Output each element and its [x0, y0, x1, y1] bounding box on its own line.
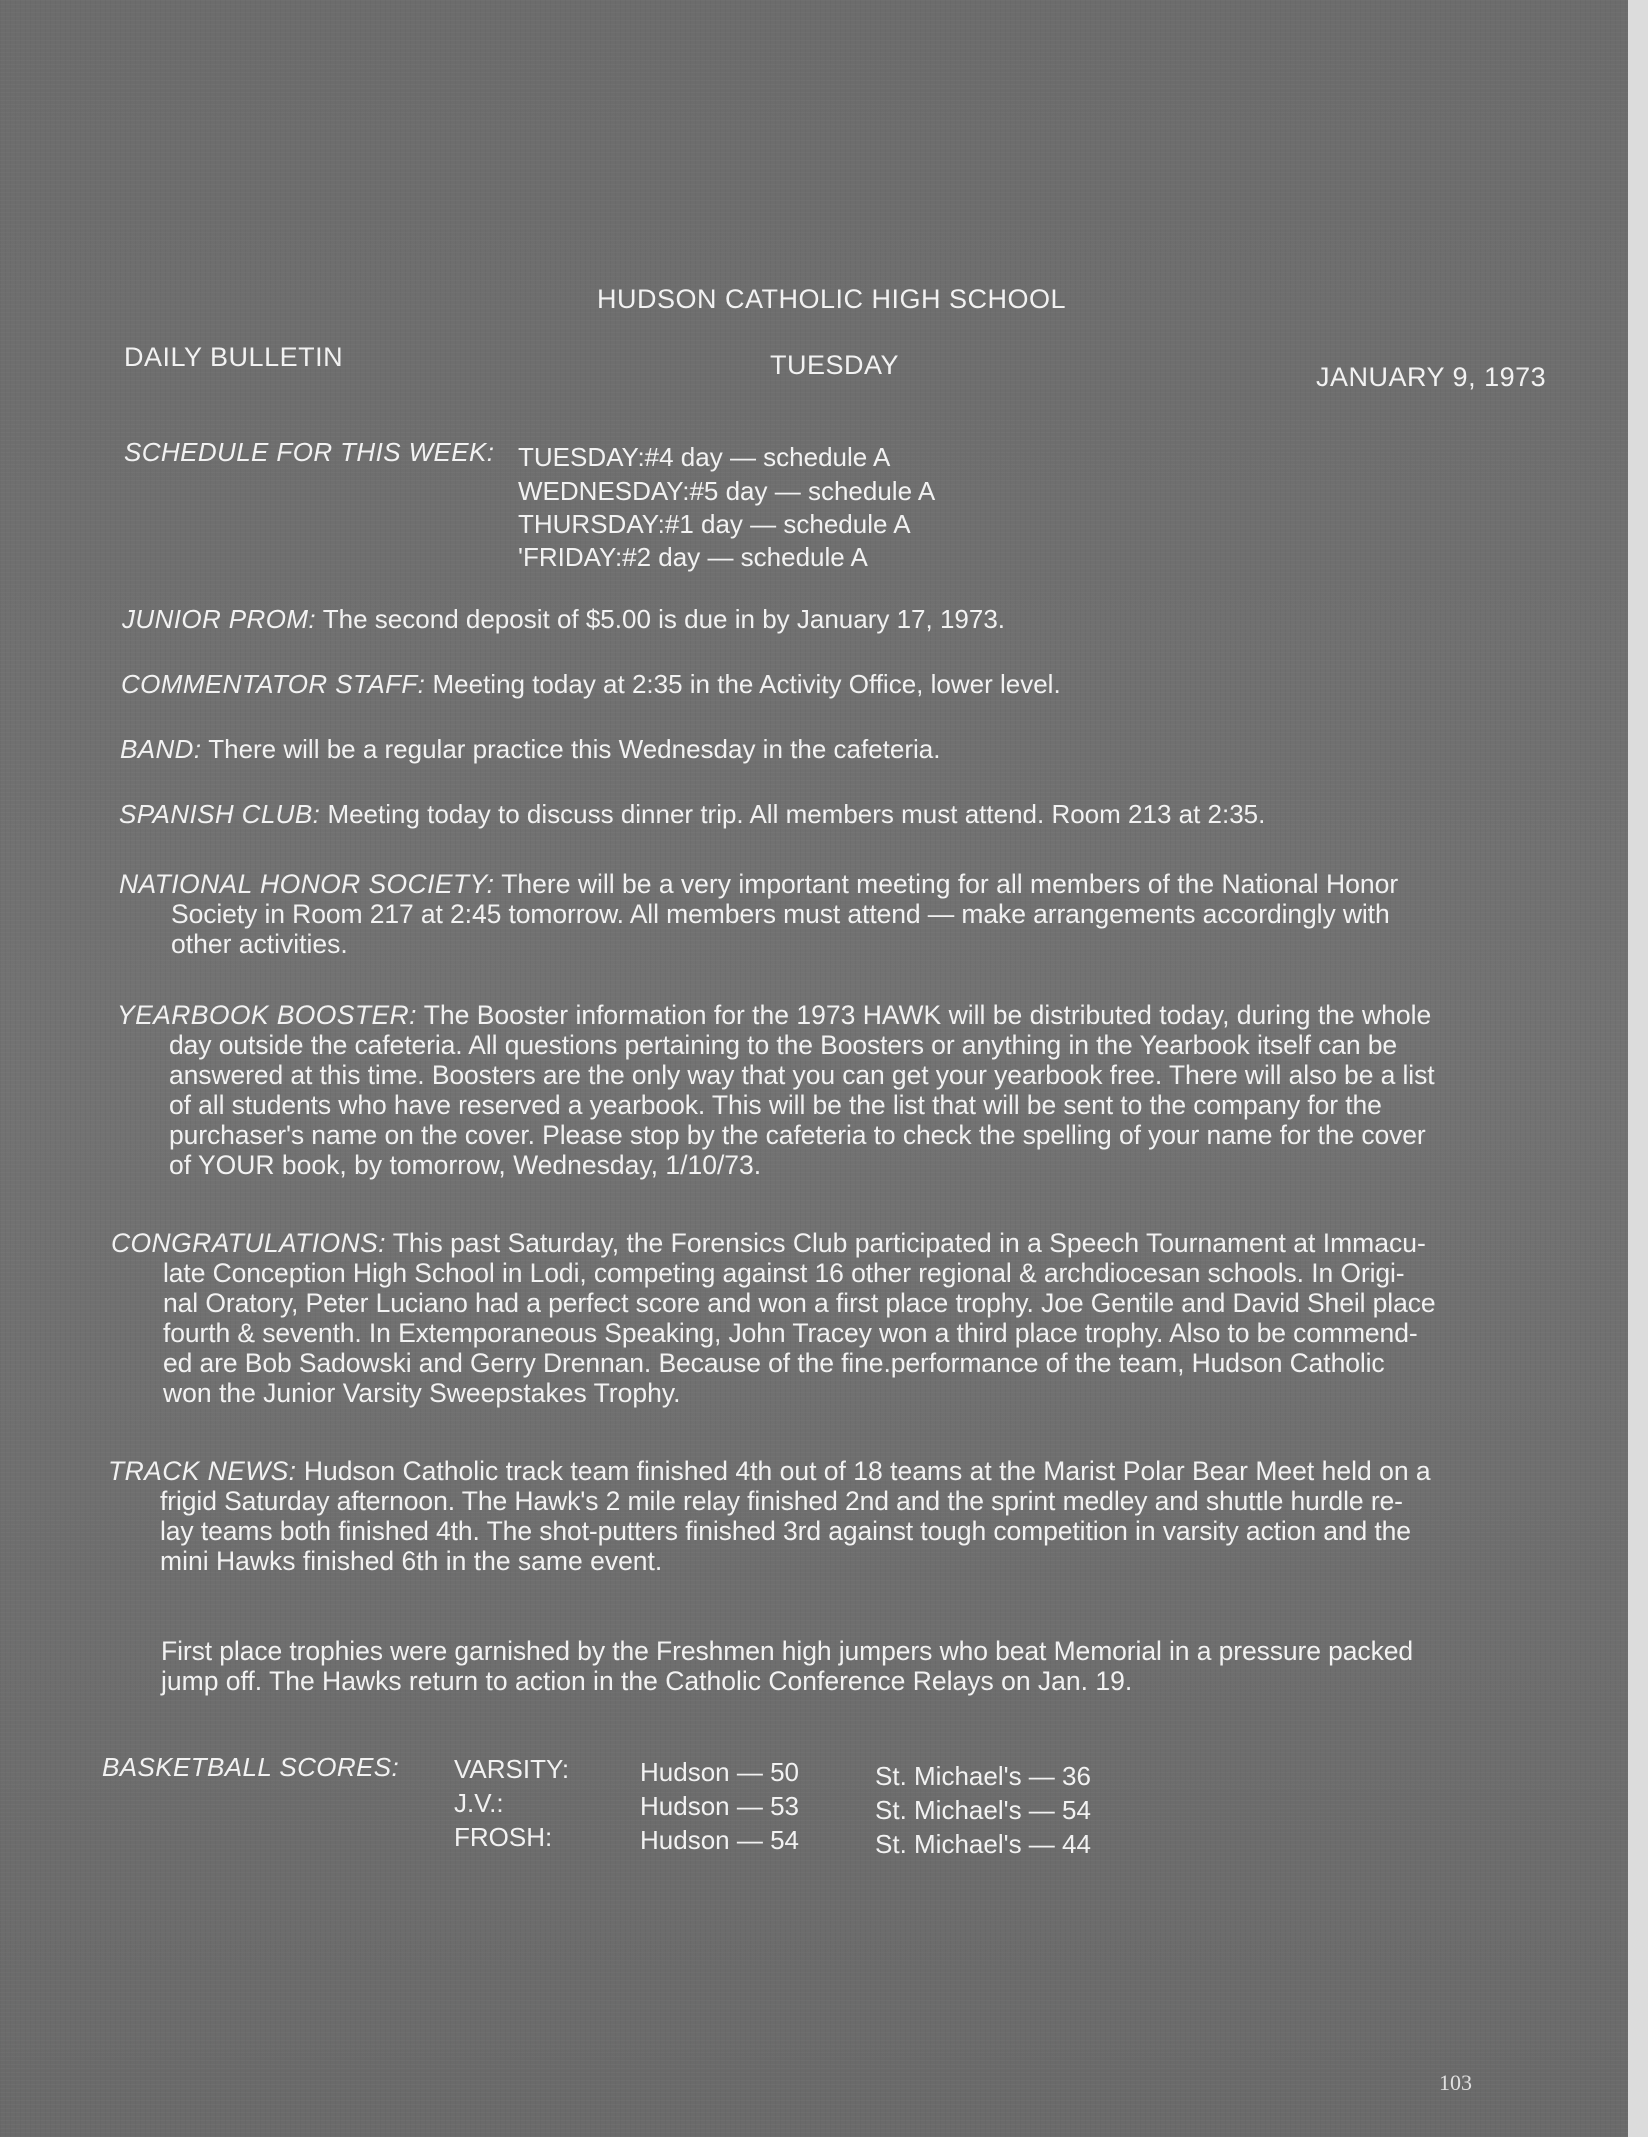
announcement-band	[120, 732, 940, 766]
schedule-line: 'FRIDAY:#2 day — schedule A	[518, 542, 868, 572]
announcement-commentator-staff	[121, 667, 1061, 701]
score-away: St. Michael's — 54	[875, 1795, 1091, 1825]
announcement-text: mini Hawks finished 6th in the same event.	[160, 1546, 663, 1576]
announcement-text: This past Saturday, the Forensics Club participated in a Speech Tournament at Immacu-	[385, 1228, 1426, 1258]
announcement-track-news	[108, 1456, 1541, 1576]
score-home: Hudson — 50	[640, 1757, 799, 1787]
announcement-text: There will be a very important meeting for all members of the National Honor	[494, 869, 1399, 899]
announcement-yearbook-booster	[117, 1000, 1541, 1180]
announcement-text: late Conception High School in Lodi, competing against 16 other regional & archdiocesan schools. In Origi-	[163, 1258, 1405, 1288]
announcement-text: ed are Bob Sadowski and Gerry Drennan. Because of the fine.performance of the team, Hudson Catholic	[163, 1348, 1385, 1378]
announcement-label: YEARBOOK BOOSTER:	[117, 1000, 417, 1030]
announcement-text: of YOUR book, by tomorrow, Wednesday, 1/10/73.	[169, 1150, 762, 1180]
bulletin-date: JANUARY 9, 1973	[1316, 362, 1547, 392]
bulletin-day: TUESDAY	[770, 350, 900, 380]
basketball-label: BASKETBALL SCORES:	[102, 1752, 400, 1782]
announcement-text: jump off. The Hawks return to action in the Catholic Conference Relays on Jan. 19.	[161, 1666, 1133, 1696]
score-away: St. Michael's — 44	[875, 1829, 1091, 1859]
announcement-text: purchaser's name on the cover. Please stop by the cafeteria to check the spelling of your name for the cover	[169, 1120, 1426, 1150]
announcement-label: TRACK NEWS:	[108, 1456, 297, 1486]
announcement-text: answered at this time. Boosters are the only way that you can get your yearbook free. There will also be a list	[169, 1060, 1435, 1090]
announcement-text: of all students who have reserved a yearbook. This will be the list that will be sent to the company for the	[169, 1090, 1382, 1120]
announcement-congratulations	[111, 1228, 1541, 1408]
announcement-text: First place trophies were garnished by the Freshmen high jumpers who beat Memorial in a pressure packed	[161, 1636, 1414, 1666]
score-home: Hudson — 54	[640, 1825, 799, 1855]
announcement-junior-prom	[122, 602, 1005, 636]
score-level: J.V.:	[454, 1788, 504, 1818]
announcement-text: Hudson Catholic track team finished 4th out of 18 teams at the Marist Polar Bear Meet held on a	[296, 1456, 1431, 1486]
bulletin-title: DAILY BULLETIN	[124, 342, 344, 372]
announcement-spanish-club	[119, 797, 1265, 831]
announcement-text: lay teams both finished 4th. The shot-putters finished 3rd against tough competition in varsity action and the	[160, 1516, 1411, 1546]
school-name: HUDSON CATHOLIC HIGH SCHOOL	[597, 284, 1067, 314]
announcement-text: frigid Saturday afternoon. The Hawk's 2 mile relay finished 2nd and the sprint medley and shuttle hurdle re-	[160, 1486, 1403, 1516]
announcement-label: SPANISH CLUB:	[119, 799, 321, 829]
score-level: VARSITY:	[454, 1754, 570, 1784]
schedule-line: TUESDAY:#4 day — schedule A	[518, 442, 891, 472]
schedule-line: THURSDAY:#1 day — schedule A	[518, 509, 911, 539]
score-home: Hudson — 53	[640, 1791, 799, 1821]
announcement-text: Meeting today at 2:35 in the Activity Office, lower level.	[425, 669, 1061, 699]
score-away: St. Michael's — 36	[875, 1761, 1091, 1791]
announcement-national-honor-society	[119, 869, 1541, 959]
announcement-text: other activities.	[171, 929, 348, 959]
announcement-label: COMMENTATOR STAFF:	[121, 669, 426, 699]
announcement-label: BAND:	[120, 734, 202, 764]
schedule-line: WEDNESDAY:#5 day — schedule A	[518, 476, 936, 506]
announcement-label: CONGRATULATIONS:	[111, 1228, 386, 1258]
announcement-text: won the Junior Varsity Sweepstakes Trophy.	[163, 1378, 681, 1408]
announcement-text: The second deposit of $5.00 is due in by January 17, 1973.	[316, 604, 1006, 634]
announcement-text: The Booster information for the 1973 HAWK will be distributed today, during the whole	[416, 1000, 1432, 1030]
announcement-text: day outside the cafeteria. All questions pertaining to the Boosters or anything in the Yearbook itself can be	[169, 1030, 1398, 1060]
score-level: FROSH:	[454, 1822, 553, 1852]
announcement-text: Meeting today to discuss dinner trip. All members must attend. Room 213 at 2:35.	[320, 799, 1266, 829]
announcement-label: NATIONAL HONOR SOCIETY:	[119, 869, 495, 899]
announcement-text: fourth & seventh. In Extemporaneous Speaking, John Tracey won a third place trophy. Also to be commend-	[163, 1318, 1418, 1348]
announcement-text: nal Oratory, Peter Luciano had a perfect score and won a first place trophy. Joe Gentile and David Sheil place	[163, 1288, 1436, 1318]
announcement-text: Society in Room 217 at 2:45 tomorrow. All members must attend — make arrangements accordingly with	[171, 899, 1390, 929]
page-number: 103	[1439, 2070, 1472, 2095]
announcement-text: There will be a regular practice this Wednesday in the cafeteria.	[201, 734, 941, 764]
announcement-track-followup	[161, 1636, 1541, 1696]
announcement-label: JUNIOR PROM:	[122, 604, 317, 634]
schedule-label: SCHEDULE FOR THIS WEEK:	[124, 437, 495, 467]
